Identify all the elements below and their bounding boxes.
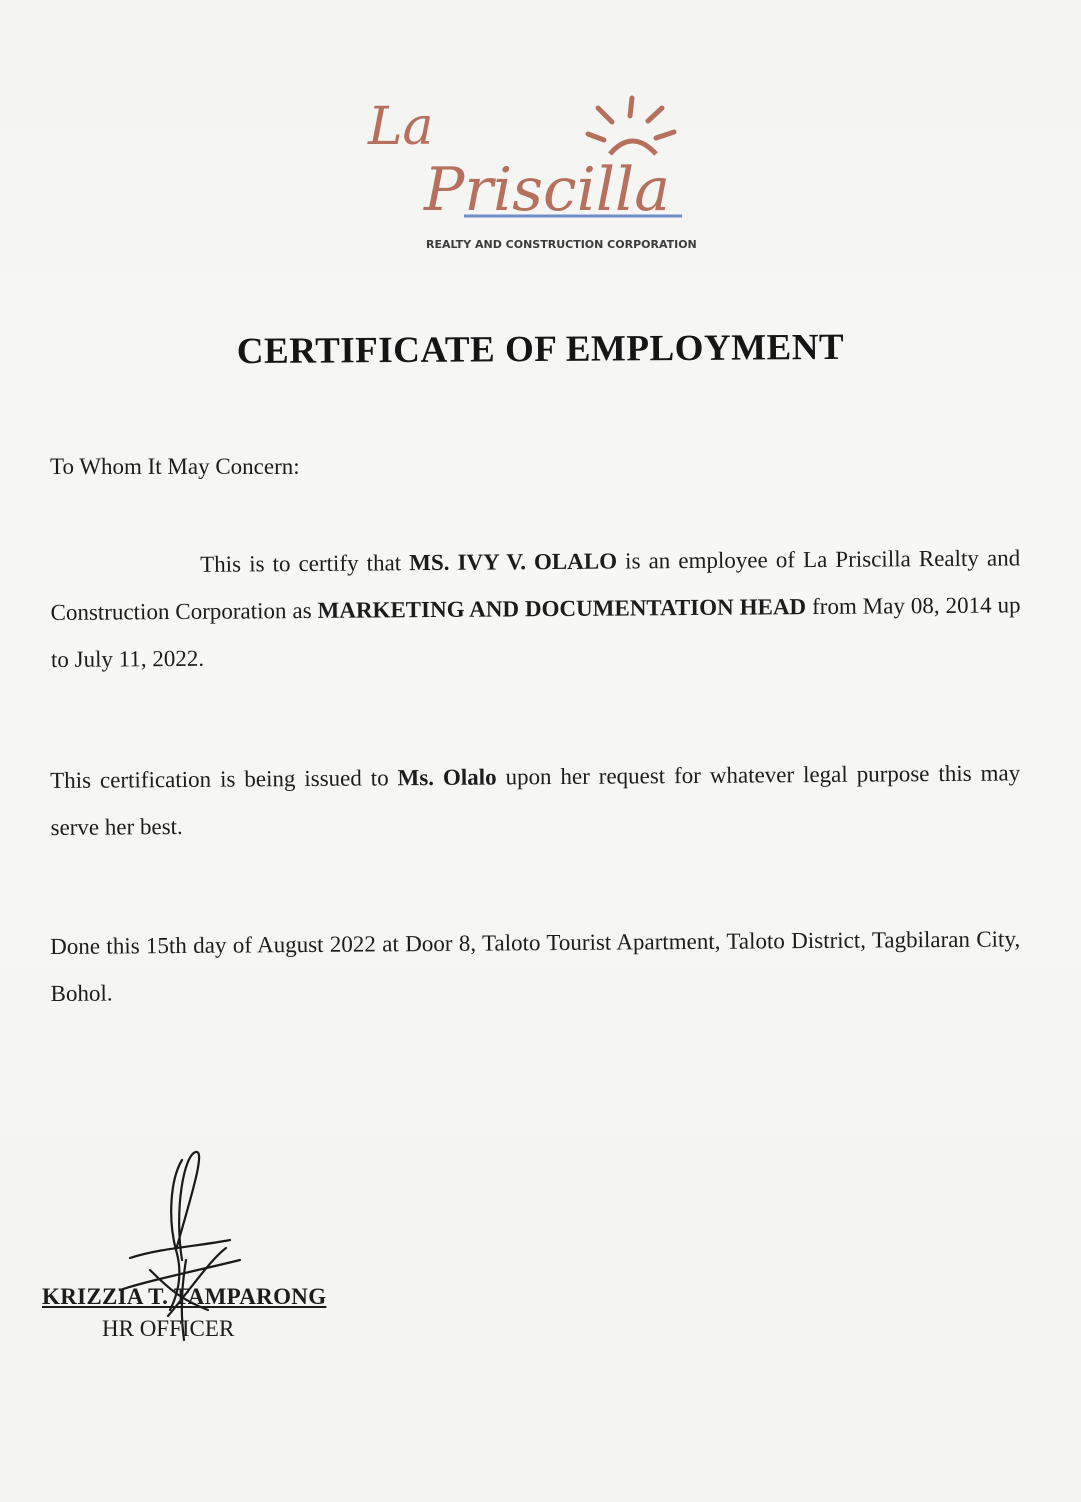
signatory-name: KRIZZIA T. TAMPARONG [42,1284,327,1309]
wordmark-la: La [368,97,434,157]
paragraph-issuance: Done this 15th day of August 2022 at Door 8, Taloto Tourist Apartment, Taloto District, Tagbilaran City, Bohol. [50,926,1021,1006]
employee-name: MS. IVY V. OLALO [409,548,618,576]
sun-arc-icon [610,141,656,154]
salutation: To Whom It May Concern: [50,454,300,479]
para2-text-1: This certification is being issued to [50,765,398,793]
paragraph-purpose [50,749,1021,851]
company-logo [360,88,710,258]
requester-name: Ms. Olalo [397,764,497,791]
sun-rays-icon [588,98,674,140]
employee-position: MARKETING AND DOCUMENTATION HEAD [317,594,807,623]
para1-text-2: is an employee of La Priscilla Realty and Construction Corporation as [50,545,1021,625]
para2-text-2: upon her request for whatever legal purpose this may serve her best. [50,760,1021,840]
para1-text-1: This is to certify that [200,550,410,577]
signatory-title: HR OFFICER [102,1316,235,1341]
document-title: CERTIFICATE OF EMPLOYMENT [236,326,845,373]
wordmark-priscilla: Priscilla [424,155,670,225]
la-priscilla-wordmark [360,88,710,238]
para1-text-3: from May 08, 2014 up to July 11, 2022. [50,592,1021,672]
paragraph-certification [50,534,1021,683]
logo-tagline: REALTY AND CONSTRUCTION CORPORATION [426,238,697,251]
